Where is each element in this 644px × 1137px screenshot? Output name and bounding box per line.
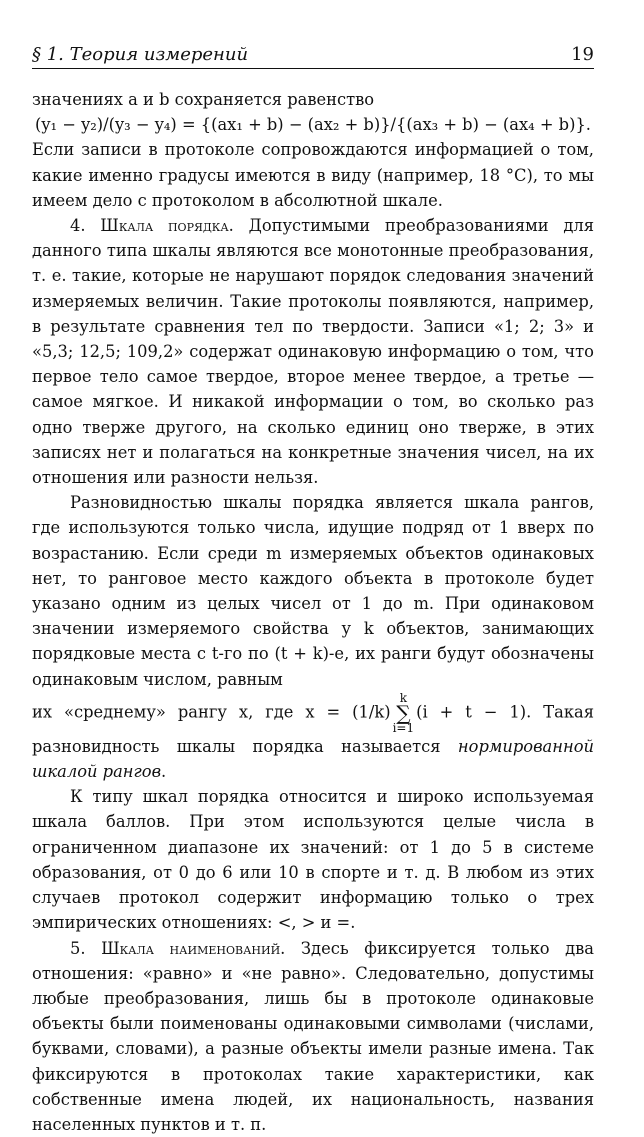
paragraph-nominal-scale: [32, 936, 594, 1137]
nominal-scale-heading: 5. Шкала наименований.: [70, 939, 285, 958]
running-header: [32, 40, 594, 69]
rank-formula-post: (i + t − 1). Такая разновидность шкалы порядка называется: [32, 702, 594, 756]
intro-line: значениях a и b сохраняется равенство: [32, 87, 594, 112]
order-scale-text: Допустимыми преобразованиями для данного типа шкалы являются все монотонные преобразования, т. е. такие, которые не нарушают порядок следования значений измеряемых величин. Такие протоколы появляются, например, в результате сравнения тел по твердости. Записи «1; 2; 3» и «5,3; 12,5; 109,2» содержат одинаковую информацию о том, что первое тело самое твердое, второе менее твердое, а третье — самое мягкое. И никакой информации о том, во сколько раз одно тверже другого, на сколько единиц оно тверже, в этих записях нет и полагаться на конкретные значения чисел, на их отношения или разности нельзя.: [32, 216, 594, 487]
rank-formula-pre: их «среднему» рангу x, где x = (1/k): [32, 702, 391, 721]
equality-formula: (y₁ − y₂)/(y₃ − y₄) = {(ax₁ + b) − (ax₂ + b)}/{(ax₃ + b) − (ax₄ + b)}.: [32, 112, 594, 137]
normalized-rank-scale-term: нормированной шкалой рангов: [32, 737, 594, 781]
section-title: § 1. Теория измерений: [32, 44, 248, 65]
paragraph-order-scale: [32, 213, 594, 490]
page-number: 19: [571, 44, 594, 65]
page-body: [32, 87, 594, 1137]
rank-paragraph-end: .: [161, 762, 166, 781]
sum-lower-limit: i=1: [393, 721, 415, 735]
nominal-scale-text: Здесь фиксируется только два отношения: «равно» и «не равно». Следовательно, допустимы любые преобразования, лишь бы в протоколе одинаковые объекты были поименованы одинаковыми символами (числами, буквами, словами), а разные объекты имели разные имена. Так фиксируются в протоколах такие характеристики, как собственные имена людей, их национальность, названия населенных пунктов и т. п.: [32, 939, 594, 1134]
book-page: [32, 40, 594, 1137]
rank-scale-text: Разновидностью шкалы порядка является шкала рангов, где используются только числа, идущие подряд от 1 вверх по возрастанию. Если среди m измеряемых объектов одинаковых нет, то ранговое место каждого объекта в протоколе будет указано одним из целых чисел от 1 до m. При одинаковом значении измеряемого свойства у k объектов, занимающих порядковые места с t-го по (t + k)-е, их ранги будут обозначены одинаковым числом, равным: [32, 493, 594, 688]
order-scale-heading: 4. Шкала порядка.: [70, 216, 234, 235]
sum-upper-limit: k: [400, 691, 407, 705]
paragraph-rank-scale: [32, 490, 594, 692]
paragraph-absolute-scale: Если записи в протоколе сопровождаются информацией о том, какие именно градусы имеются в виду (например, 18 °C), то мы имеем дело с протоколом в абсолютной шкале.: [32, 137, 594, 213]
sigma-sign: ∑: [393, 704, 415, 722]
paragraph-rank-scale-continued: [32, 692, 594, 784]
paragraph-score-scale: К типу шкал порядка относится и широко используемая шкала баллов. При этом используются целые числа в ограниченном диапазоне их значений: от 1 до 5 в системе образования, от 0 до 6 или 10 в спорте и т. д. В любом из этих случаев протокол содержит информацию только о трех эмпирических отношениях: <, > и =.: [32, 784, 594, 935]
sum-symbol: [393, 692, 415, 734]
